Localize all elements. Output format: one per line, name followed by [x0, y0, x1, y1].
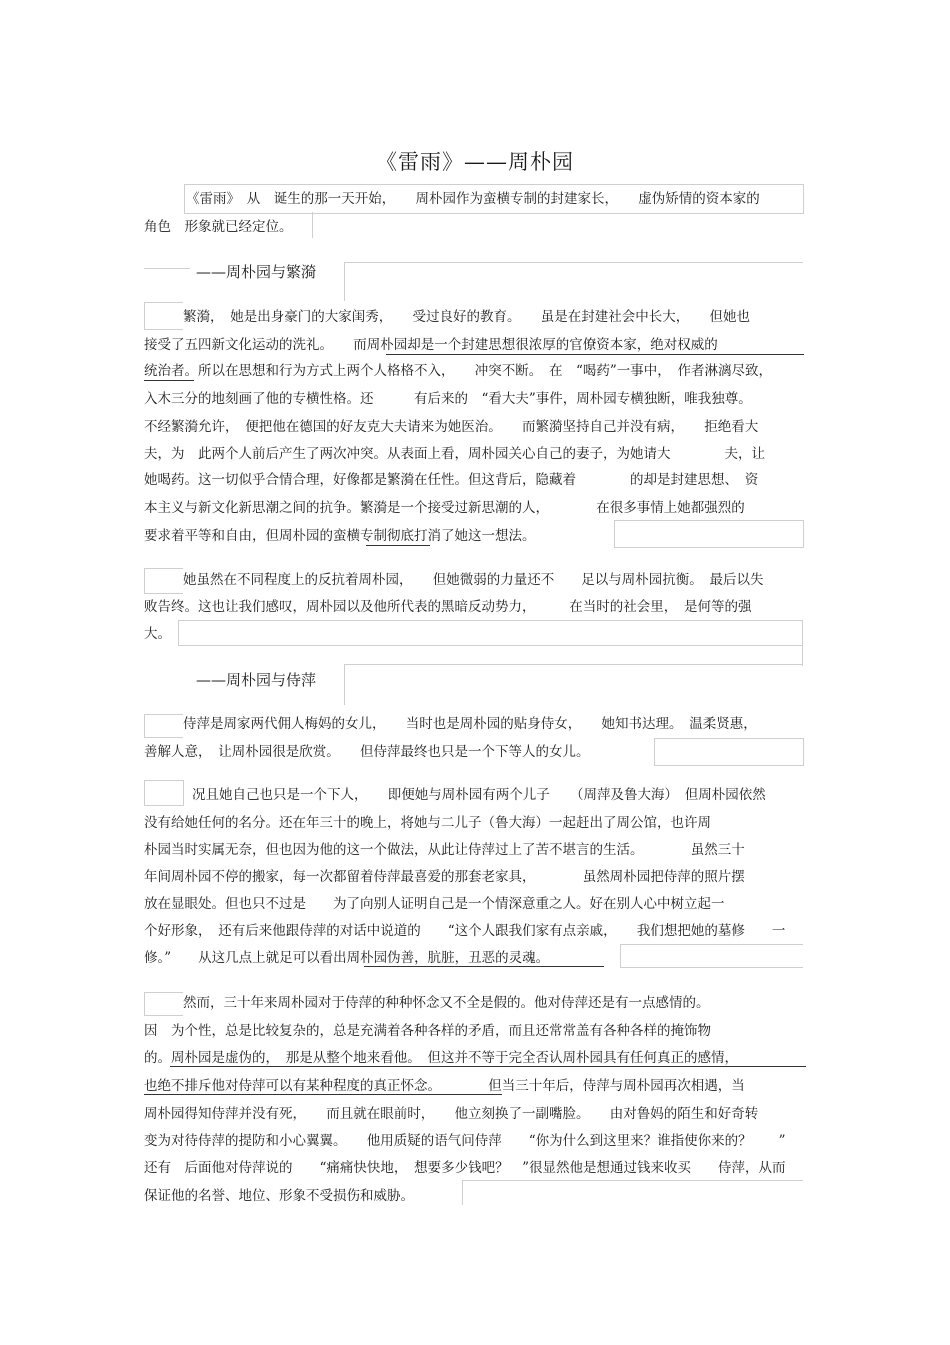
- frame-para-1-end: [614, 520, 804, 548]
- frame-line: [144, 268, 190, 269]
- paragraph-line: 她虽然在不同程度上的反抗着周朴园， 但她微弱的力量还不 足以与周朴园抗衡。 最后以失: [183, 572, 764, 588]
- frame-para-4: [144, 780, 184, 806]
- frame-heading-1: [344, 262, 803, 301]
- paragraph-line: 个好形象， 还有后来他跟侍萍的对话中说道的 “这个人跟我们家有点亲戚， 我们想把她的墓修 一: [144, 923, 786, 939]
- paragraph-line: 的。周朴园是虚伪的， 那是从整个地来看他。 但这并不等于完全否认周朴园具有任何真正的感情，: [144, 1050, 738, 1066]
- paragraph-line: 善解人意， 让周朴园很是欣赏。 但侍萍最终也只是一个下等人的女儿。: [144, 744, 590, 760]
- intro-line-2: 角色 形象就已经定位。: [144, 219, 293, 235]
- frame-para-2: [144, 568, 183, 594]
- frame-para-1: [144, 302, 183, 330]
- frame-intro-end: [312, 212, 803, 238]
- paragraph-line: 要求着平等和自由，但周朴园的蛮横专制彻底打消了她这一想法。: [144, 528, 536, 544]
- frame-para-5-end: [462, 1180, 803, 1205]
- paragraph-line: 周朴园得知侍萍并没有死， 而且就在眼前时， 他立刻换了一副嘴脸。 由对鲁妈的陌生和好奇转: [144, 1106, 759, 1122]
- paragraph-line: 还有 后面他对侍萍说的 “痛痛快快地， 想要多少钱吧？ ”很显然他是想通过钱来收买 侍萍，从而: [144, 1160, 786, 1176]
- frame-heading-2: [344, 664, 803, 705]
- frame-para-5: [144, 992, 183, 1016]
- intro-line-1: 《雷雨》 从 诞生的那一天开始， 周朴园作为蛮横专制的封建家长， 虚伪矫情的资本家的: [186, 191, 760, 207]
- frame-para-3-end: [654, 738, 804, 766]
- paragraph-line: 统治者。所以在思想和行为方式上两个人格格不入， 冲突不断。 在 “喝药”一事中， 作者淋漓尽致，: [144, 363, 773, 379]
- paragraph-line: 因 为个性，总是比较复杂的，总是充满着各种各样的矛盾，而且还常常盖有各种各样的掩饰物: [144, 1023, 711, 1039]
- paragraph-line: 然而，三十年来周朴园对于侍萍的种种怀念又不全是假的。他对侍萍还是有一点感情的。: [183, 995, 710, 1011]
- paragraph-line: 况且她自己也只是一个下人， 即便她与周朴园有两个儿子 （周萍及鲁大海） 但周朴园依然: [192, 787, 766, 803]
- paragraph-line: 大。: [144, 626, 171, 642]
- paragraph-line: 也绝不排斥他对侍萍可以有某种程度的真正怀念。 但当三十年后，侍萍与周朴园再次相遇，当: [144, 1078, 745, 1094]
- paragraph-line: 本主义与新文化新思潮之间的抗争。繁漪是一个接受过新思潮的人， 在很多事情上她都强烈的: [144, 500, 745, 516]
- paragraph-line: 放在显眼处。但也只不过是 为了向别人证明自己是一个情深意重之人。好在别人心中树立起一: [144, 896, 725, 912]
- paragraph-line: 繁漪， 她是出身豪门的大家闺秀， 受过良好的教育。 虽是在封建社会中长大， 但她也: [183, 309, 750, 325]
- paragraph-line: 入木三分的地刻画了他的专横性格。还 有后来的 “看大夫”事件，周朴园专横独断，唯我独尊。: [144, 391, 752, 407]
- paragraph-line: 败告终。这也让我们感叹，周朴园以及他所代表的黑暗反动势力， 在当时的社会里， 是何等的强: [144, 599, 752, 615]
- paragraph-line: 修。” 从这几点上就足可以看出周朴园伪善，肮脏，丑恶的灵魂。: [144, 950, 550, 966]
- frame-para-2-end: [178, 620, 803, 646]
- page-title: 《雷雨》——周朴园: [376, 150, 574, 174]
- paragraph-line: 没有给她任何的名分。还在年三十的晚上，将她与二儿子（鲁大海）一起赶出了周公馆，也许周: [144, 815, 711, 831]
- paragraph-line: 不经繁漪允许， 便把他在德国的好友克大夫请来为她医治。 而繁漪坚持自己并没有病， 拒绝看大: [144, 419, 759, 435]
- frame-para-4-end: [620, 944, 803, 968]
- paragraph-line: 她喝药。这一切似乎合情合理，好像都是繁漪在任性。但这背后，隐藏着 的却是封建思想、 资: [144, 472, 759, 488]
- paragraph-line: 朴园当时实属无奈，但也因为他的这一个做法，从此让侍萍过上了苦不堪言的生活。 虽然三十: [144, 842, 745, 858]
- section-heading-2: ——周朴园与侍萍: [196, 671, 317, 689]
- paragraph-line: 接受了五四新文化运动的洗礼。 而周朴园却是一个封建思想很浓厚的官僚资本家，绝对权威的: [144, 337, 718, 353]
- frame-right-edge: [802, 620, 803, 666]
- frame-para-3: [144, 714, 183, 738]
- paragraph-line: 夫，为 此两个人前后产生了两次冲突。从表面上看，周朴园关心自己的妻子，为她请大 夫，让: [144, 446, 765, 462]
- paragraph-line: 年间周朴园不停的搬家，每一次都留着侍萍最喜爱的那套老家具， 虽然周朴园把侍萍的照片摆: [144, 869, 745, 885]
- section-heading-1: ——周朴园与繁漪: [196, 263, 317, 281]
- paragraph-line: 侍萍是周家两代佣人梅妈的女儿， 当时也是周朴园的贴身侍女， 她知书达理。 温柔贤惠，: [183, 716, 757, 732]
- paragraph-line: 保证他的名誉、地位、形象不受损伤和威胁。: [144, 1188, 414, 1204]
- paragraph-line: 变为对待侍萍的提防和小心翼翼。 他用质疑的语气问侍萍 “你为什么到这里来？谁指使你来的？ ”: [144, 1133, 786, 1149]
